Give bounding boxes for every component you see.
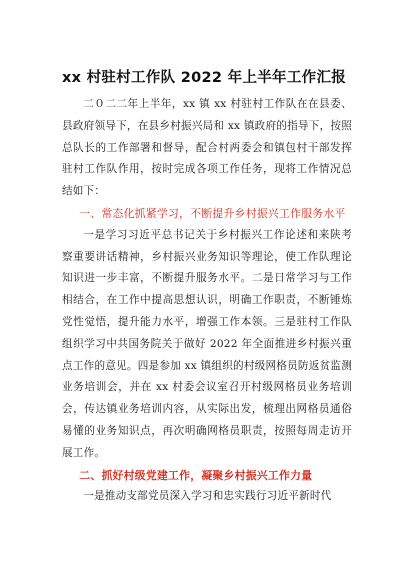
- section-heading-2: 二、抓好村级党建工作，凝聚乡村振兴工作力量: [79, 468, 313, 482]
- section-body-1: 一是学习习近平总书记关于乡村振兴工作论述和来陕考察重要讲话精神，乡村振兴业务知识等理论，使工作队理论知识进一步丰富，不断提升服务水平。二是日常学习与工作相结合，在工作中提高思想认识，明确工作职责，不断锤炼党性觉悟，提升能力水平，增强工作本领。三是驻村工作队组织学习中共国务院关于做好 2022 年全面推进乡村振兴重点工作的意见。四是参加 xx 镇组织的村级网格员防返贫监测业务培训会，并在 xx 村委会议室召开村级网格员业务培训会，传达镇业务培训内容，从实际出发，梳理出网格员通俗易懂的业务知识点，再次明确网格员职责，按照每周走访开展工作。: [62, 228, 352, 459]
- document-body: [62, 94, 352, 508]
- document-title: xx 村驻村工作队 2022 年上半年工作汇报: [61, 70, 347, 86]
- section-heading-1: 一、常态化抓紧学习，不断提升乡村振兴工作服务水平: [79, 206, 346, 220]
- intro-paragraph: 二０二二年上半年，xx 镇 xx 村驻村工作队在在县委、县政府领导下，在县乡村振兴局和 xx 镇政府的指导下，按照总队长的工作部署和督导，配合村两委会和镇包村干部发挥驻村工作队作用，按时完成各项工作任务，现将工作情况总结如下：: [62, 98, 352, 198]
- section-body-2: 一是推动支部党员深入学习和忠实践行习近平新时代: [83, 490, 332, 503]
